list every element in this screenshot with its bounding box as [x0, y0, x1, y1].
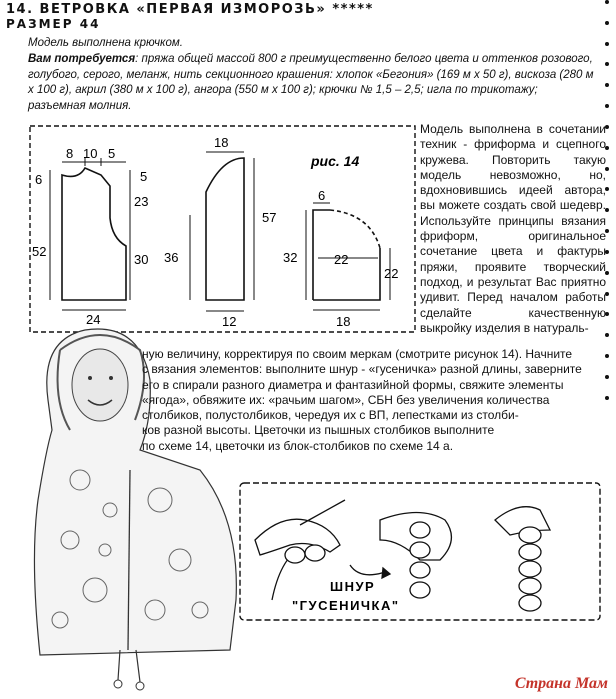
diagram-caption-2: "ГУСЕНИЧКА"	[292, 598, 400, 613]
article-title: 14. ВЕТРОВКА «ПЕРВАЯ ИЗМОРОЗЬ» *****	[6, 2, 374, 17]
front-neck-a: 8	[66, 146, 74, 161]
hood-top: 6	[318, 188, 326, 203]
description-line: ков разной высоты. Цветочки из пышных столбиков выполните	[142, 423, 495, 438]
front-neck-c: 5	[108, 146, 116, 161]
front-neck-b: 10	[83, 146, 98, 161]
description-line: столбиков, полустолбиков, чередуя их с ВП, лепестками из столби-	[142, 408, 519, 423]
hood-right: 22	[384, 266, 399, 281]
hand-diagram-3	[495, 507, 550, 611]
front-armhole: 23	[134, 194, 149, 209]
model-line: Модель выполнена крючком.	[28, 37, 183, 49]
front-side: 30	[134, 252, 149, 267]
front-width: 24	[86, 312, 101, 327]
description-continued	[142, 347, 600, 454]
front-neck-depth: 6	[35, 172, 43, 187]
front-shoulder-drop: 5	[140, 169, 148, 184]
description-line: по схеме 14, цветочки из блок-столбиков по схеме 14 а.	[142, 438, 454, 453]
sleeve-cuff: 12	[222, 314, 237, 329]
watermark: Страна Мам	[514, 675, 608, 692]
sleeve-height: 57	[262, 210, 277, 225]
materials-text: : пряжа общей массой 800 г преимущественно белого цвета и оттенков розового, голубого, серого, меланж, нить секционного крашения: хлопок «Бегония» (169 м х 50 г), вискоза (280 м х 100 г), акрил (380 м х 100 г), ангора (550 м х 100 г); крючки № 1,5 – 2,5; игла по трикотажу; разъемная молния.	[28, 53, 594, 112]
diagram-caption-1: ШНУР	[330, 579, 376, 594]
front-piece	[62, 168, 126, 300]
description-line: ную величину, корректируя по своим меркам (смотрите рисунок 14). Начните	[142, 347, 573, 361]
size-label: РАЗМЕР 44	[6, 17, 101, 31]
front-height: 52	[32, 244, 47, 259]
sleeve-top: 18	[214, 135, 229, 150]
materials-label: Вам потребуется	[28, 53, 136, 65]
hood-height: 32	[283, 250, 298, 265]
description-line: его в спирали разного диаметра и фантазийной формы, свяжите элементы	[142, 377, 564, 392]
sleeve-side: 36	[164, 250, 179, 265]
hood-inner: 22	[334, 252, 349, 267]
hood-width: 18	[336, 314, 351, 329]
description-line: «ягода», обвяжите их: «рачьим шагом», СБН без увеличения количества	[142, 392, 550, 407]
description-line: с вязания элементов: выполните шнур - «гусеничка» разной длины, заверните	[142, 362, 582, 377]
sleeve-piece	[206, 158, 244, 300]
figure-label: рис. 14	[311, 153, 360, 169]
description-column: Модель выполнена в сочетании техник - фриформа и сцепного кружева. Повторить такую модель невозможно, но, вдохновившись идеей автора, вы можете создать свой шедевр. Используйте принципы вязания фриформ, оригинальное сочетание цвета и фактуры пряжи, проявите творческий подход, и результат Вас приятно удивит. Перед началом работы сделайте качественную выкройку изделия в натураль-	[420, 122, 606, 335]
